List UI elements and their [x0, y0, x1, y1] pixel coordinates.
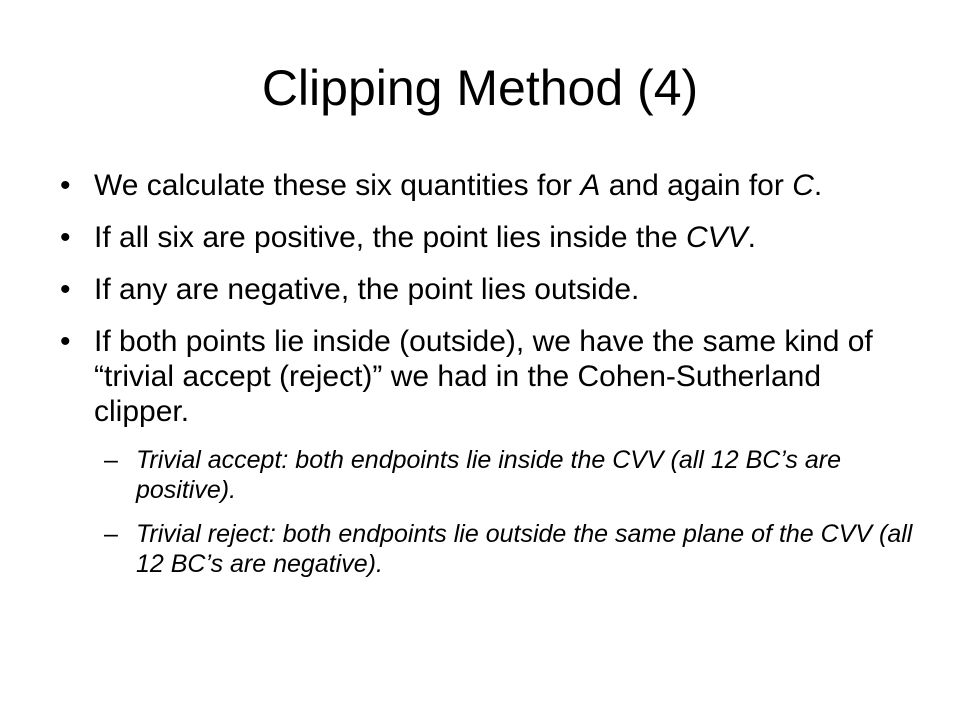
bullet-marker: •	[60, 273, 71, 306]
bullet-marker: •	[60, 325, 71, 358]
bullet-text: If any are negative, the point lies outside.	[94, 273, 640, 306]
bullet-text: If all six are positive, the point lies inside the CVV.	[94, 221, 757, 254]
bullet-marker: •	[60, 221, 71, 254]
slide-title: Clipping Method (4)	[261, 60, 699, 116]
sub-bullet-list	[60, 445, 920, 579]
bullet-item	[60, 272, 920, 307]
bullet-marker: •	[60, 169, 71, 202]
bullet-text: If both points lie inside (outside), we have the same kind of “trivial accept (reject)” we had in the Cohen-Sutherland clipper.	[94, 325, 873, 428]
dash-marker: –	[104, 520, 118, 548]
sub-bullet-item	[60, 519, 920, 579]
bullet-item	[60, 168, 920, 203]
bullet-item	[60, 220, 920, 255]
sub-bullet-item	[60, 445, 920, 505]
dash-marker: –	[104, 446, 118, 474]
sub-bullet-text: Trivial accept: both endpoints lie inside the CVV (all 12 BC’s are positive).	[136, 446, 841, 504]
sub-bullet-text: Trivial reject: both endpoints lie outside the same plane of the CVV (all 12 BC’s are negative).	[136, 520, 913, 578]
bullet-list	[60, 168, 920, 596]
bullet-text: We calculate these six quantities for A and again for C.	[94, 169, 823, 202]
bullet-item	[60, 324, 920, 579]
